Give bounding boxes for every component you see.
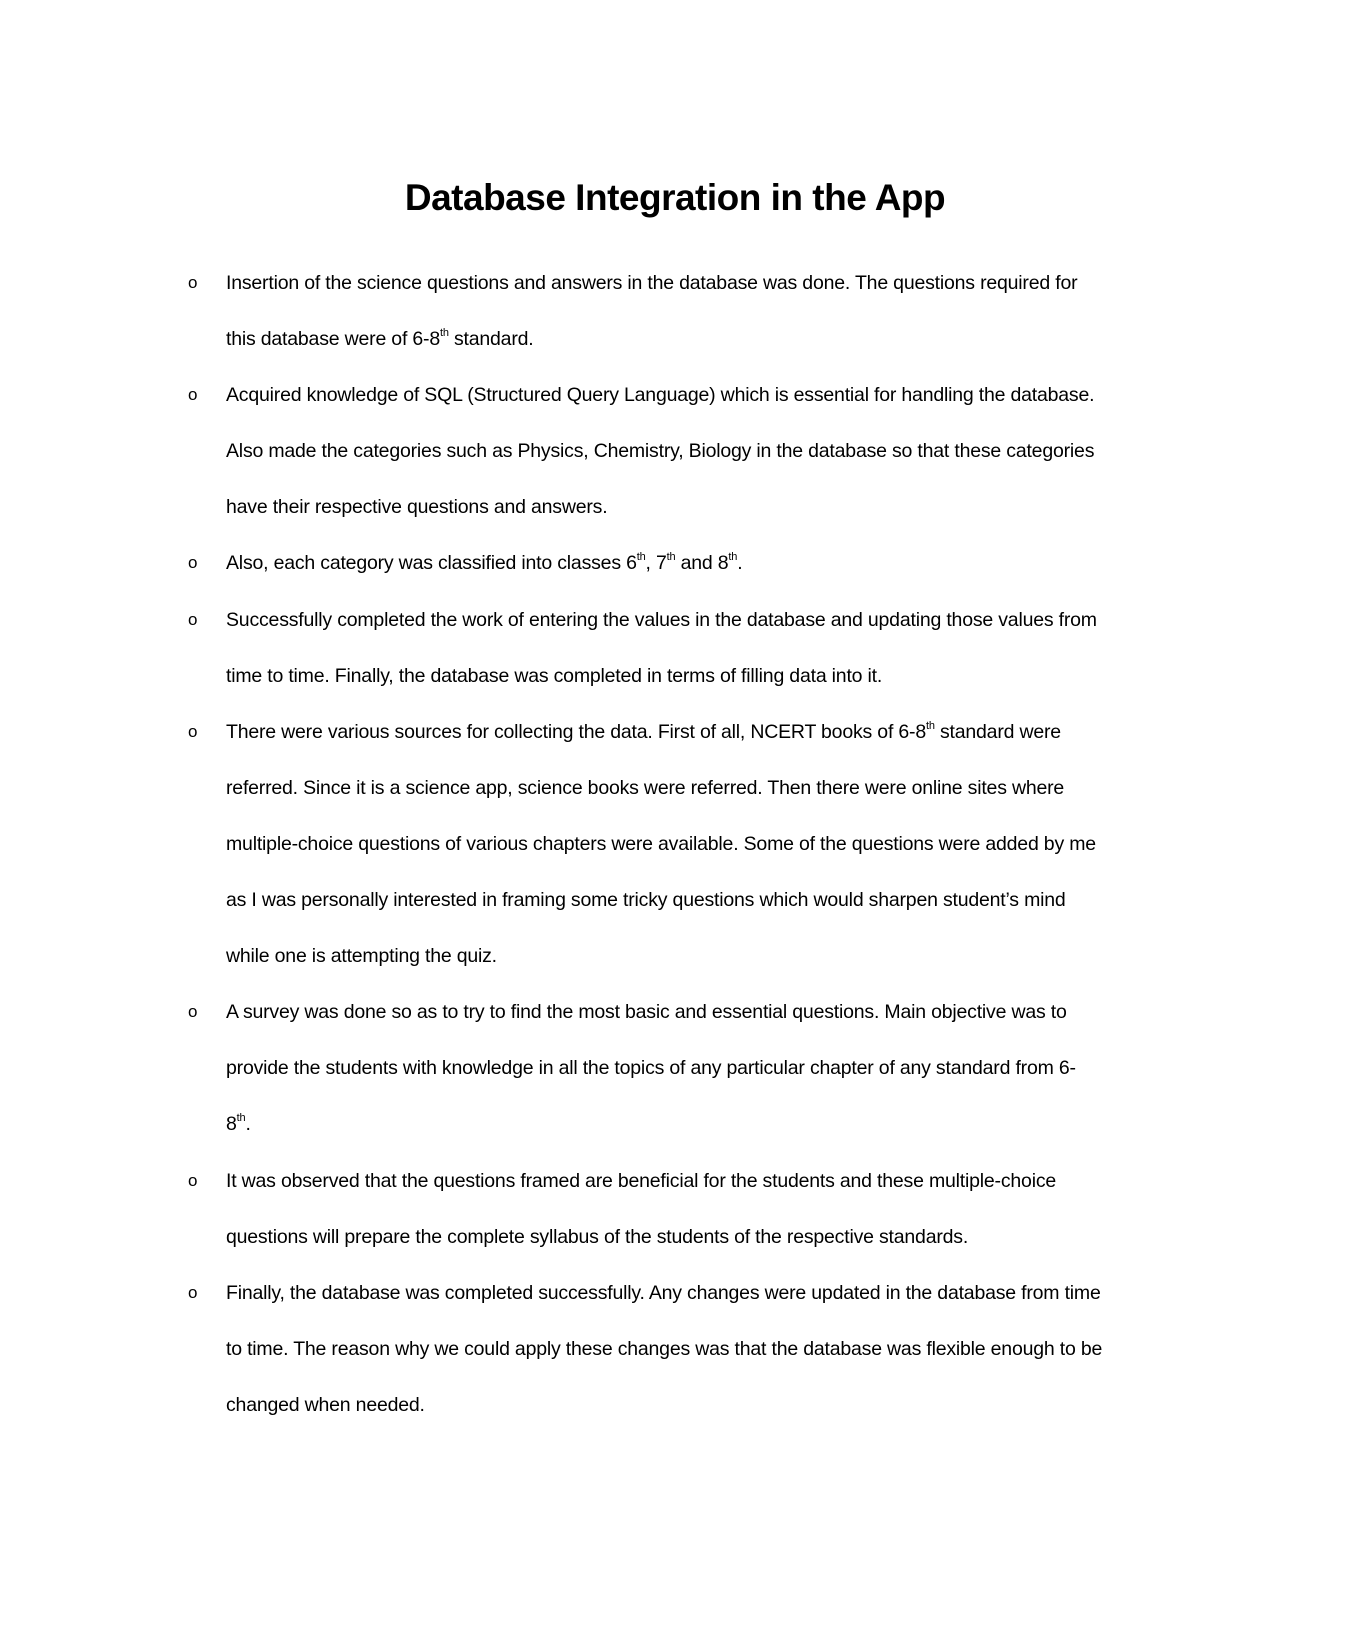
- text-line: [0, 605, 1350, 661]
- text-segment: multiple-choice questions of various chapters were available. Some of the questions were added by me: [226, 832, 1096, 855]
- text-segment: .: [737, 552, 743, 575]
- document-title: Database Integration in the App: [404, 176, 946, 218]
- text-line: [0, 1053, 1350, 1109]
- text-line: [0, 997, 1350, 1053]
- bullet-icon: o: [188, 1282, 198, 1302]
- line-text: [226, 1334, 1102, 1364]
- line-text: [226, 268, 1077, 298]
- line-text: [226, 885, 1066, 915]
- line-text: [226, 717, 1061, 747]
- text-segment: standard were: [934, 720, 1061, 743]
- text-line: [0, 436, 1350, 492]
- text-line: [0, 268, 1350, 324]
- line-text: [226, 492, 607, 522]
- bullet-icon: o: [188, 721, 198, 741]
- text-line: [0, 1278, 1350, 1334]
- list-item: [0, 997, 1350, 1165]
- text-segment: changed when needed.: [226, 1393, 425, 1416]
- line-text: [226, 380, 1094, 410]
- bullet-icon: o: [188, 1170, 198, 1190]
- text-segment: .: [245, 1113, 251, 1136]
- bullet-list: [0, 268, 1350, 1446]
- text-segment: , 7: [645, 552, 667, 575]
- text-segment: There were various sources for collecting the data. First of all, NCERT books of 6-8: [226, 720, 926, 743]
- text-segment: time to time. Finally, the database was completed in terms of filling data into it.: [226, 664, 883, 687]
- list-item: [0, 1166, 1350, 1278]
- list-item: [0, 717, 1350, 997]
- text-segment: Successfully completed the work of entering the values in the database and updating those values from: [226, 608, 1097, 631]
- text-segment: questions will prepare the complete syllabus of the students of the respective standards.: [226, 1225, 969, 1248]
- list-item: [0, 548, 1350, 604]
- superscript: th: [236, 1112, 246, 1125]
- text-segment: Also made the categories such as Physics, Chemistry, Biology in the database so that these categories: [226, 440, 1095, 463]
- text-segment: Finally, the database was completed successfully. Any changes were updated in the database from time: [226, 1281, 1101, 1304]
- bullet-icon: o: [188, 385, 198, 405]
- list-item: [0, 380, 1350, 548]
- line-text: [226, 1166, 1056, 1196]
- text-segment: Also, each category was classified into classes 6: [226, 552, 637, 575]
- text-line: [0, 1222, 1350, 1278]
- text-segment: and 8: [675, 552, 729, 575]
- superscript: th: [728, 551, 738, 564]
- text-segment: as I was personally interested in framing some tricky questions which would sharpen student’s mind: [226, 889, 1066, 912]
- line-text: [226, 436, 1094, 466]
- line-text: [226, 773, 1064, 803]
- text-line: [0, 548, 1350, 604]
- line-text: [226, 605, 1097, 635]
- line-text: [226, 324, 533, 354]
- list-item: [0, 1278, 1350, 1446]
- text-segment: standard.: [448, 328, 534, 351]
- text-segment: It was observed that the questions framed are beneficial for the students and these multiple-choice: [226, 1169, 1057, 1192]
- text-line: [0, 717, 1350, 773]
- superscript: th: [439, 327, 449, 340]
- text-line: [0, 380, 1350, 436]
- line-text: [226, 548, 742, 578]
- line-text: [226, 997, 1067, 1027]
- line-text: [226, 1390, 425, 1420]
- text-segment: A survey was done so as to try to find the most basic and essential questions. Main objective was to: [226, 1001, 1067, 1024]
- text-segment: have their respective questions and answers.: [226, 496, 608, 519]
- superscript: th: [925, 719, 935, 732]
- text-segment: while one is attempting the quiz.: [226, 945, 497, 968]
- text-segment: 8: [226, 1113, 237, 1136]
- list-item: [0, 268, 1350, 380]
- line-text: [226, 1278, 1101, 1308]
- text-line: [0, 829, 1350, 885]
- text-line: [0, 661, 1350, 717]
- bullet-icon: o: [188, 273, 198, 292]
- bullet-icon: o: [188, 609, 198, 629]
- text-line: [0, 1390, 1350, 1446]
- line-text: [226, 1222, 968, 1252]
- text-line: [0, 885, 1350, 941]
- text-segment: Acquired knowledge of SQL (Structured Query Language) which is essential for handling the database.: [226, 384, 1095, 407]
- bullet-icon: o: [188, 553, 198, 573]
- line-text: [226, 1053, 1076, 1083]
- text-line: [0, 941, 1350, 997]
- text-line: [0, 773, 1350, 829]
- text-line: [0, 1109, 1350, 1165]
- text-segment: to time. The reason why we could apply these changes was that the database was flexible enough to be: [226, 1337, 1103, 1360]
- text-line: [0, 492, 1350, 548]
- text-line: [0, 1334, 1350, 1390]
- line-text: [226, 1109, 251, 1139]
- text-segment: this database were of 6-8: [226, 328, 440, 351]
- superscript: th: [636, 551, 646, 564]
- text-line: [0, 1166, 1350, 1222]
- line-text: [226, 661, 882, 691]
- text-segment: Insertion of the science questions and answers in the database was done. The questions required for: [226, 272, 1078, 294]
- line-text: [226, 941, 497, 971]
- superscript: th: [666, 551, 676, 564]
- line-text: [226, 829, 1096, 859]
- text-line: [0, 324, 1350, 380]
- bullet-icon: o: [188, 1002, 198, 1022]
- text-segment: referred. Since it is a science app, science books were referred. Then there were online sites where: [226, 776, 1065, 799]
- list-item: [0, 605, 1350, 717]
- text-segment: provide the students with knowledge in all the topics of any particular chapter of any standard from 6-: [226, 1057, 1076, 1080]
